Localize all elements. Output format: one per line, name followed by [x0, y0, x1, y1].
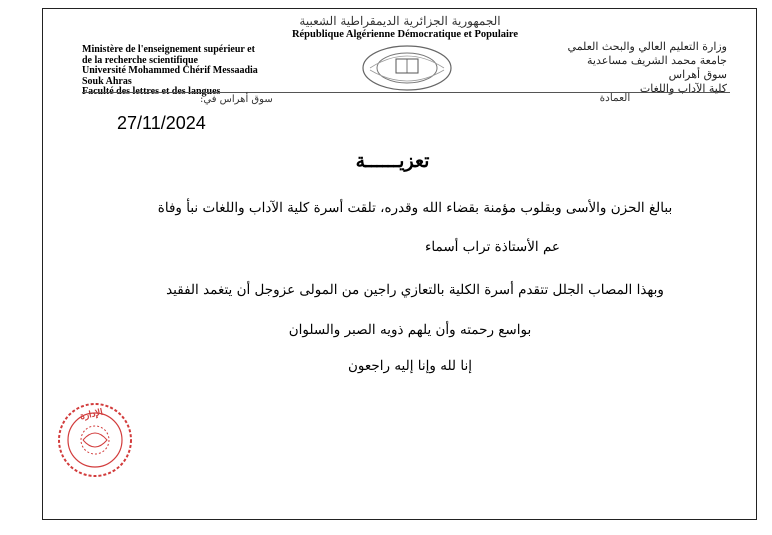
header-arabic-line: وزارة التعليم العالي والبحث العلمي — [567, 40, 727, 53]
header-french-line: Souk Ahras — [82, 75, 132, 87]
deanery-label: العمادة — [599, 92, 631, 104]
body-line: بواسع رحمته وأن يلهم ذويه الصبر والسلوان — [288, 322, 532, 338]
header-french-block — [82, 45, 357, 98]
header-arabic-republic: الجمهورية الجزائرية الديمقراطية الشعبية — [299, 14, 501, 28]
body-line: عم الأستاذة تراب أسماء — [425, 239, 560, 255]
header-french-line: Faculté des lettres et des langues — [82, 86, 221, 97]
body-line: إنا لله وإنا إليه راجعون — [348, 358, 472, 374]
header-french-line: Ministère de l'enseignement supérieur et — [82, 44, 255, 55]
body-line: ببالغ الحزن والأسى وبقلوب مؤمنة بقضاء الله وقدره، تلقت أسرة كلية الآداب واللغات نبأ وفاة — [157, 200, 673, 216]
header-arabic-line: جامعة محمد الشريف مساعدية — [587, 54, 727, 67]
place-label: سوق أهراس في: — [200, 94, 273, 105]
university-logo-icon — [358, 42, 456, 92]
document-date: 27/11/2024 — [117, 113, 206, 133]
header-french-republic: République Algérienne Démocratique et Populaire — [291, 29, 519, 40]
header-french-line: de la recherche scientifique — [82, 54, 198, 66]
body-line: وبهذا المصاب الجلل تتقدم أسرة الكلية بالتعازي راجين من المولى عزوجل أن يتغمد الفقيد — [166, 282, 664, 298]
header-arabic-line: سوق أهراس — [668, 68, 727, 81]
stamp-label: الإدارة — [79, 407, 104, 423]
header-french-line: Université Mohammed Chérif Messaadia — [82, 65, 258, 76]
document-title: تعزيــــــة — [355, 150, 430, 172]
header-arabic-block — [465, 40, 727, 96]
header-arabic-line: كلية الآداب واللغات — [639, 82, 727, 95]
